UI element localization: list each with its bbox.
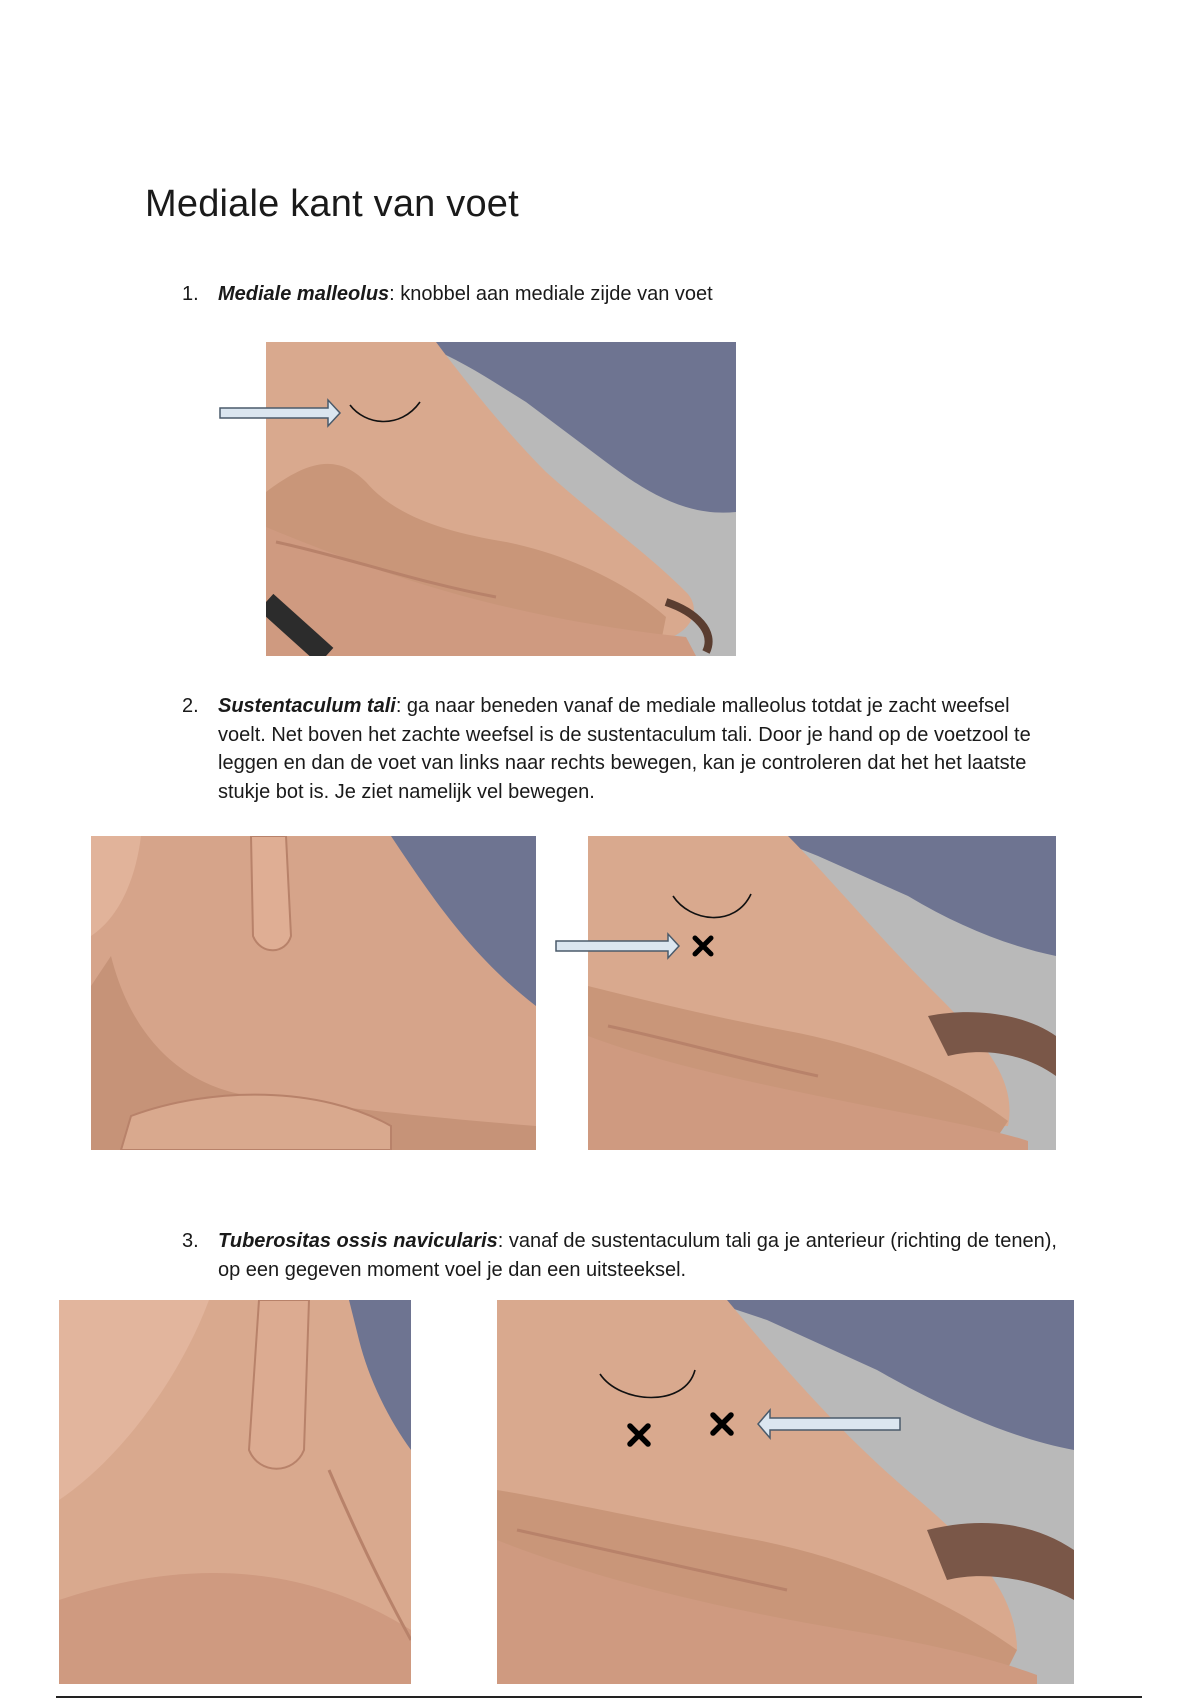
foot-photo-heel-palpation <box>91 836 536 1150</box>
list-number: 2. <box>182 695 199 717</box>
foot-photo-navicular-palpation <box>59 1300 411 1684</box>
list-item-2 <box>182 692 1038 806</box>
list-number: 3. <box>182 1230 199 1252</box>
list-item-3 <box>182 1227 1058 1284</box>
page-bottom-rule <box>56 1696 1142 1698</box>
term: Sustentaculum tali <box>218 695 396 717</box>
foot-photo-tuberositas-navicularis <box>497 1300 1074 1684</box>
foot-photo-medial-malleolus <box>266 342 736 656</box>
term: Mediale malleolus <box>218 283 390 305</box>
list-item-1 <box>182 280 1078 309</box>
description: : knobbel aan mediale zijde van voet <box>389 283 713 305</box>
description: : ga naar beneden vanaf de mediale malleolus totdat je zacht weefsel voelt. Net boven het zachte weefsel is de sustentaculum tali. Door je hand op de voetzool te leggen en dan de voet van links naar rechts bewegen, kan je controleren dat het het laatste stukje bot is. Je ziet namelijk vel bewegen. <box>218 695 1031 803</box>
term: Tuberositas ossis navicularis <box>218 1230 498 1252</box>
list-number: 1. <box>182 283 199 305</box>
page-title: Mediale kant van voet <box>145 183 519 225</box>
description: : vanaf de sustentaculum tali ga je anterieur (richting de tenen), op een gegeven moment voel je dan een uitsteeksel. <box>218 1230 1057 1281</box>
foot-photo-sustentaculum-tali <box>588 836 1056 1150</box>
